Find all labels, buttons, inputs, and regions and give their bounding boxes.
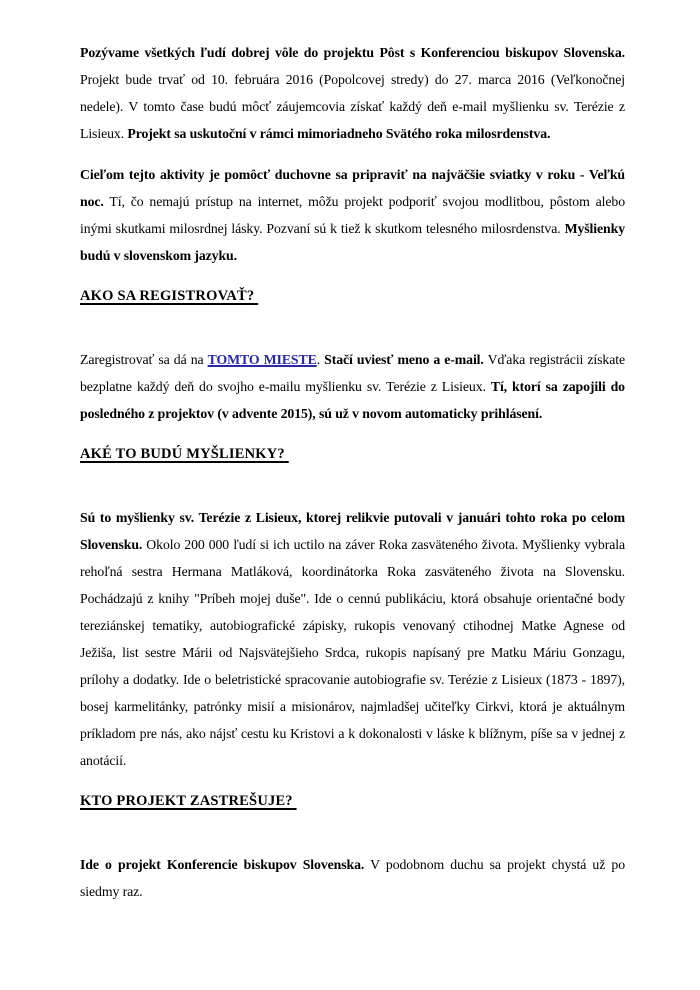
bold-text: Cieľom tejto aktivity je pomôcť duchovne sa pripraviť na najväčšie sviatky v roku - Veľkú noc. bbox=[80, 167, 625, 209]
section-heading-text: AKÉ TO BUDÚ MYŠLIENKY? bbox=[80, 446, 285, 462]
bold-text: Tí, ktorí sa zapojili do posledného z projektov (v advente 2015), sú už v novom automaticky prihlásení. bbox=[80, 379, 625, 421]
bold-text: Pozývame všetkých ľudí dobrej vôle do projektu Pôst s Konferenciou biskupov Slovenska. bbox=[80, 45, 625, 60]
bold-text: Projekt sa uskutoční v rámci mimoriadneho Svätého roka milosrdenstva. bbox=[127, 126, 551, 141]
section-heading-text: AKO SA REGISTROVAŤ? bbox=[80, 288, 255, 304]
body-text: Okolo 200 000 ľudí si ich uctilo na záver Roka zasväteného života. Myšlienky vybrala rehoľná sestra Hermana Matláková, koordinátorka Roka zasväteného života na Slovensku. Pochádzajú z knihy "Príbeh mojej duše". Ide o cennú publikáciu, ktorá obsahuje orientačné body tereziánskej tematiky, autobiografické zápisky, rukopis venovaný ctihodnej Matke Agnese od Ježiša, list sestre Márii od Najsvätejšieho Srdca, rukopis napísaný pre Matku Máriu Gonzagu, prílohy a dodatky. Ide o beletristické spracovanie autobiografie sv. Terézie z Lisieux (1873 - 1897), bosej karmelitánky, patrónky misií a misionárov, najmladšej učiteľky Cirkvi, ktorá je aktuálnym príkladom pre nás, ako nájsť cestu ku Kristovi a k dokonalosti v láske k blížnym, píše sa v jednej z anotácií. bbox=[80, 537, 625, 768]
body-text: Vďaka registrácii získate bezplatne každý deň do svojho e-mailu myšlienku sv. Terézie z Lisieux. bbox=[80, 352, 625, 394]
heading-underline-tail bbox=[293, 793, 297, 809]
body-text: . bbox=[316, 352, 325, 367]
bold-text: Stačí uviesť meno a e-mail. bbox=[324, 352, 484, 367]
bold-text: Sú to myšlienky sv. Terézie z Lisieux, ktorej relikvie putovali v januári tohto roka po celom Slovensku. bbox=[80, 510, 625, 552]
bold-text: Ide o projekt Konferencie biskupov Slovenska. bbox=[80, 857, 365, 872]
document-body bbox=[80, 39, 625, 905]
bold-text: Myšlienky budú v slovenskom jazyku. bbox=[80, 221, 625, 263]
paragraph bbox=[80, 851, 625, 905]
paragraph bbox=[80, 39, 625, 147]
body-text: Projekt bude trvať od 10. februára 2016 (Popolcovej stredy) do 27. marca 2016 (Veľkonočnej nedele). V tomto čase budú môcť záujemcovia získať každý deň e-mail myšlienku sv. Terézie z Lisieux. bbox=[80, 72, 625, 141]
section-heading bbox=[80, 283, 625, 310]
section-heading bbox=[80, 441, 625, 468]
body-text: Zaregistrovať sa dá na bbox=[80, 352, 208, 367]
section-heading-text: KTO PROJEKT ZASTREŠUJE? bbox=[80, 793, 293, 809]
heading-underline-tail bbox=[254, 288, 258, 304]
paragraph bbox=[80, 346, 625, 427]
section-heading bbox=[80, 788, 625, 815]
body-text: V podobnom duchu sa projekt chystá už po siedmy raz. bbox=[80, 857, 626, 899]
body-text: Tí, čo nemajú prístup na internet, môžu projekt podporiť svojou modlitbou, pôstom alebo inými skutkami milosrdnej lásky. Pozvaní sú k tiež k skutkom telesného milosrdenstva. bbox=[80, 194, 625, 236]
heading-underline-tail bbox=[285, 446, 289, 462]
registration-link[interactable]: TOMTO MIESTE bbox=[207, 352, 317, 367]
paragraph bbox=[80, 504, 625, 774]
paragraph bbox=[80, 161, 625, 269]
